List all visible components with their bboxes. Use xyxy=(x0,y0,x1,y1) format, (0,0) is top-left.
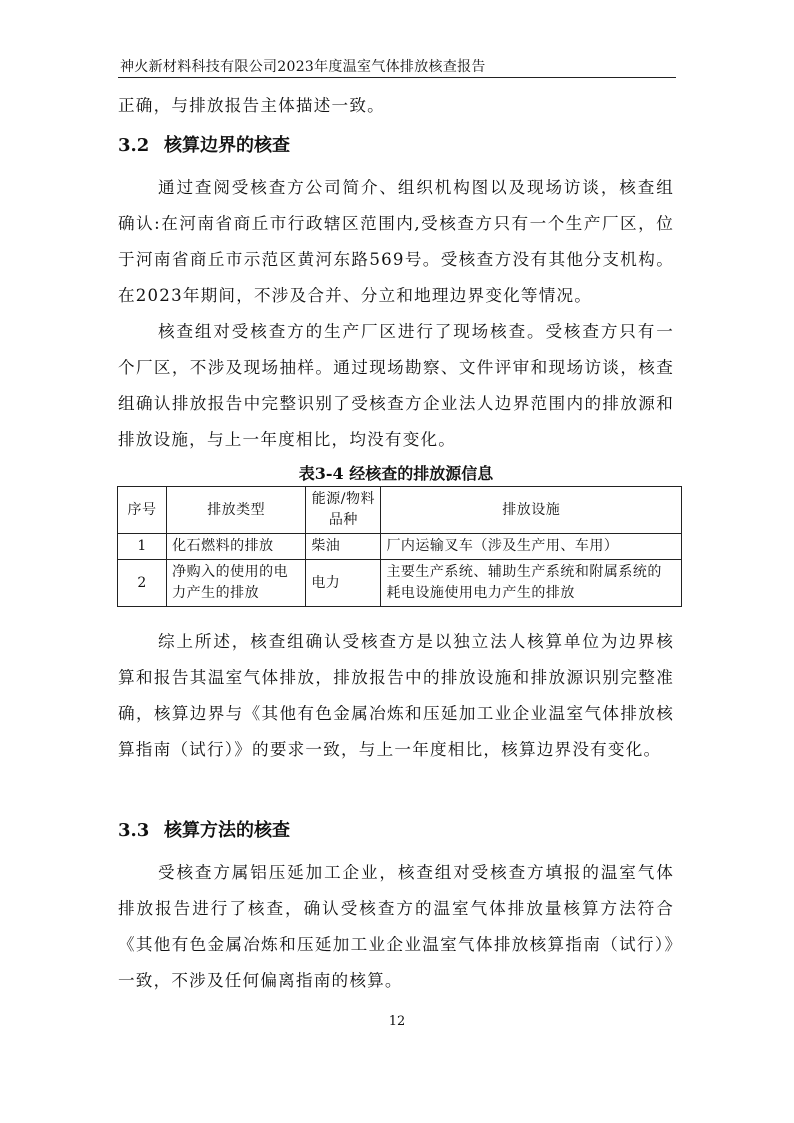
section-number: 3.2 xyxy=(118,135,150,156)
table-row xyxy=(118,560,682,607)
header-rule xyxy=(118,77,676,78)
paragraph-boundary-scope: 通过查阅受核查方公司简介、组织机构图以及现场访谈，核查组确认:在河南省商丘市行政辖区范围内,受核查方只有一个生产厂区，位于河南省商丘市示范区黄河东路569号。受核查方没有其他分支机构。在2023年期间，不涉及合并、分立和地理边界变化等情况。 xyxy=(118,178,674,305)
cell-facility: 厂内运输叉车（涉及生产用、车用） xyxy=(381,534,682,560)
header-cell-facility: 排放设施 xyxy=(381,487,682,534)
header-cell-type: 排放类型 xyxy=(167,487,306,534)
header-cell-material: 能源/物料品种 xyxy=(306,487,381,534)
cell-facility: 主要生产系统、辅助生产系统和附属系统的耗电设施使用电力产生的排放 xyxy=(381,560,682,607)
cell-type: 化石燃料的排放 xyxy=(167,534,306,560)
table-caption: 表3-4 经核查的排放源信息 xyxy=(298,464,494,483)
cell-index: 2 xyxy=(118,560,167,607)
table-row xyxy=(118,534,682,560)
cell-material: 柴油 xyxy=(306,534,381,560)
header-cell-index: 序号 xyxy=(118,487,167,534)
section-heading-3-3 xyxy=(118,818,290,844)
cell-material: 电力 xyxy=(306,560,381,607)
paragraph-boundary-conclusion: 综上所述，核查组确认受核查方是以独立法人核算单位为边界核算和报告其温室气体排放，排放报告中的排放设施和排放源识别完整准确，核算边界与《其他有色金属冶炼和压延加工业企业温室气体排放核算指南（试行）》的要求一致，与上一年度相比，核算边界没有变化。 xyxy=(118,632,674,759)
header-title: 神火新材料科技有限公司2023年度温室气体排放核查报告 xyxy=(120,59,486,75)
section-heading-3-2 xyxy=(118,133,290,159)
paragraph-method-review: 受核查方属铝压延加工企业，核查组对受核查方填报的温室气体排放报告进行了核查，确认受核查方的温室气体排放量核算方法符合《其他有色金属冶炼和压延加工业企业温室气体排放核算指南（试行）》一致，不涉及任何偏离指南的核算。 xyxy=(118,863,674,990)
section-title: 核算边界的核查 xyxy=(164,135,290,156)
cell-index: 1 xyxy=(118,534,167,560)
section-number: 3.3 xyxy=(118,820,150,841)
section-title: 核算方法的核查 xyxy=(164,820,290,841)
table-header-row xyxy=(118,487,682,534)
paragraph-site-inspection: 核查组对受核查方的生产厂区进行了现场核查。受核查方只有一个厂区，不涉及现场抽样。通过现场勘察、文件评审和现场访谈，核查组确认排放报告中完整识别了受核查方企业法人边界范围内的排放源和排放设施，与上一年度相比，均没有变化。 xyxy=(118,322,674,449)
paragraph-continuation: 正确，与排放报告主体描述一致。 xyxy=(118,96,385,115)
emission-source-table xyxy=(117,486,682,607)
page-number: 12 xyxy=(388,1014,406,1029)
cell-type: 净购入的使用的电力产生的排放 xyxy=(167,560,306,607)
